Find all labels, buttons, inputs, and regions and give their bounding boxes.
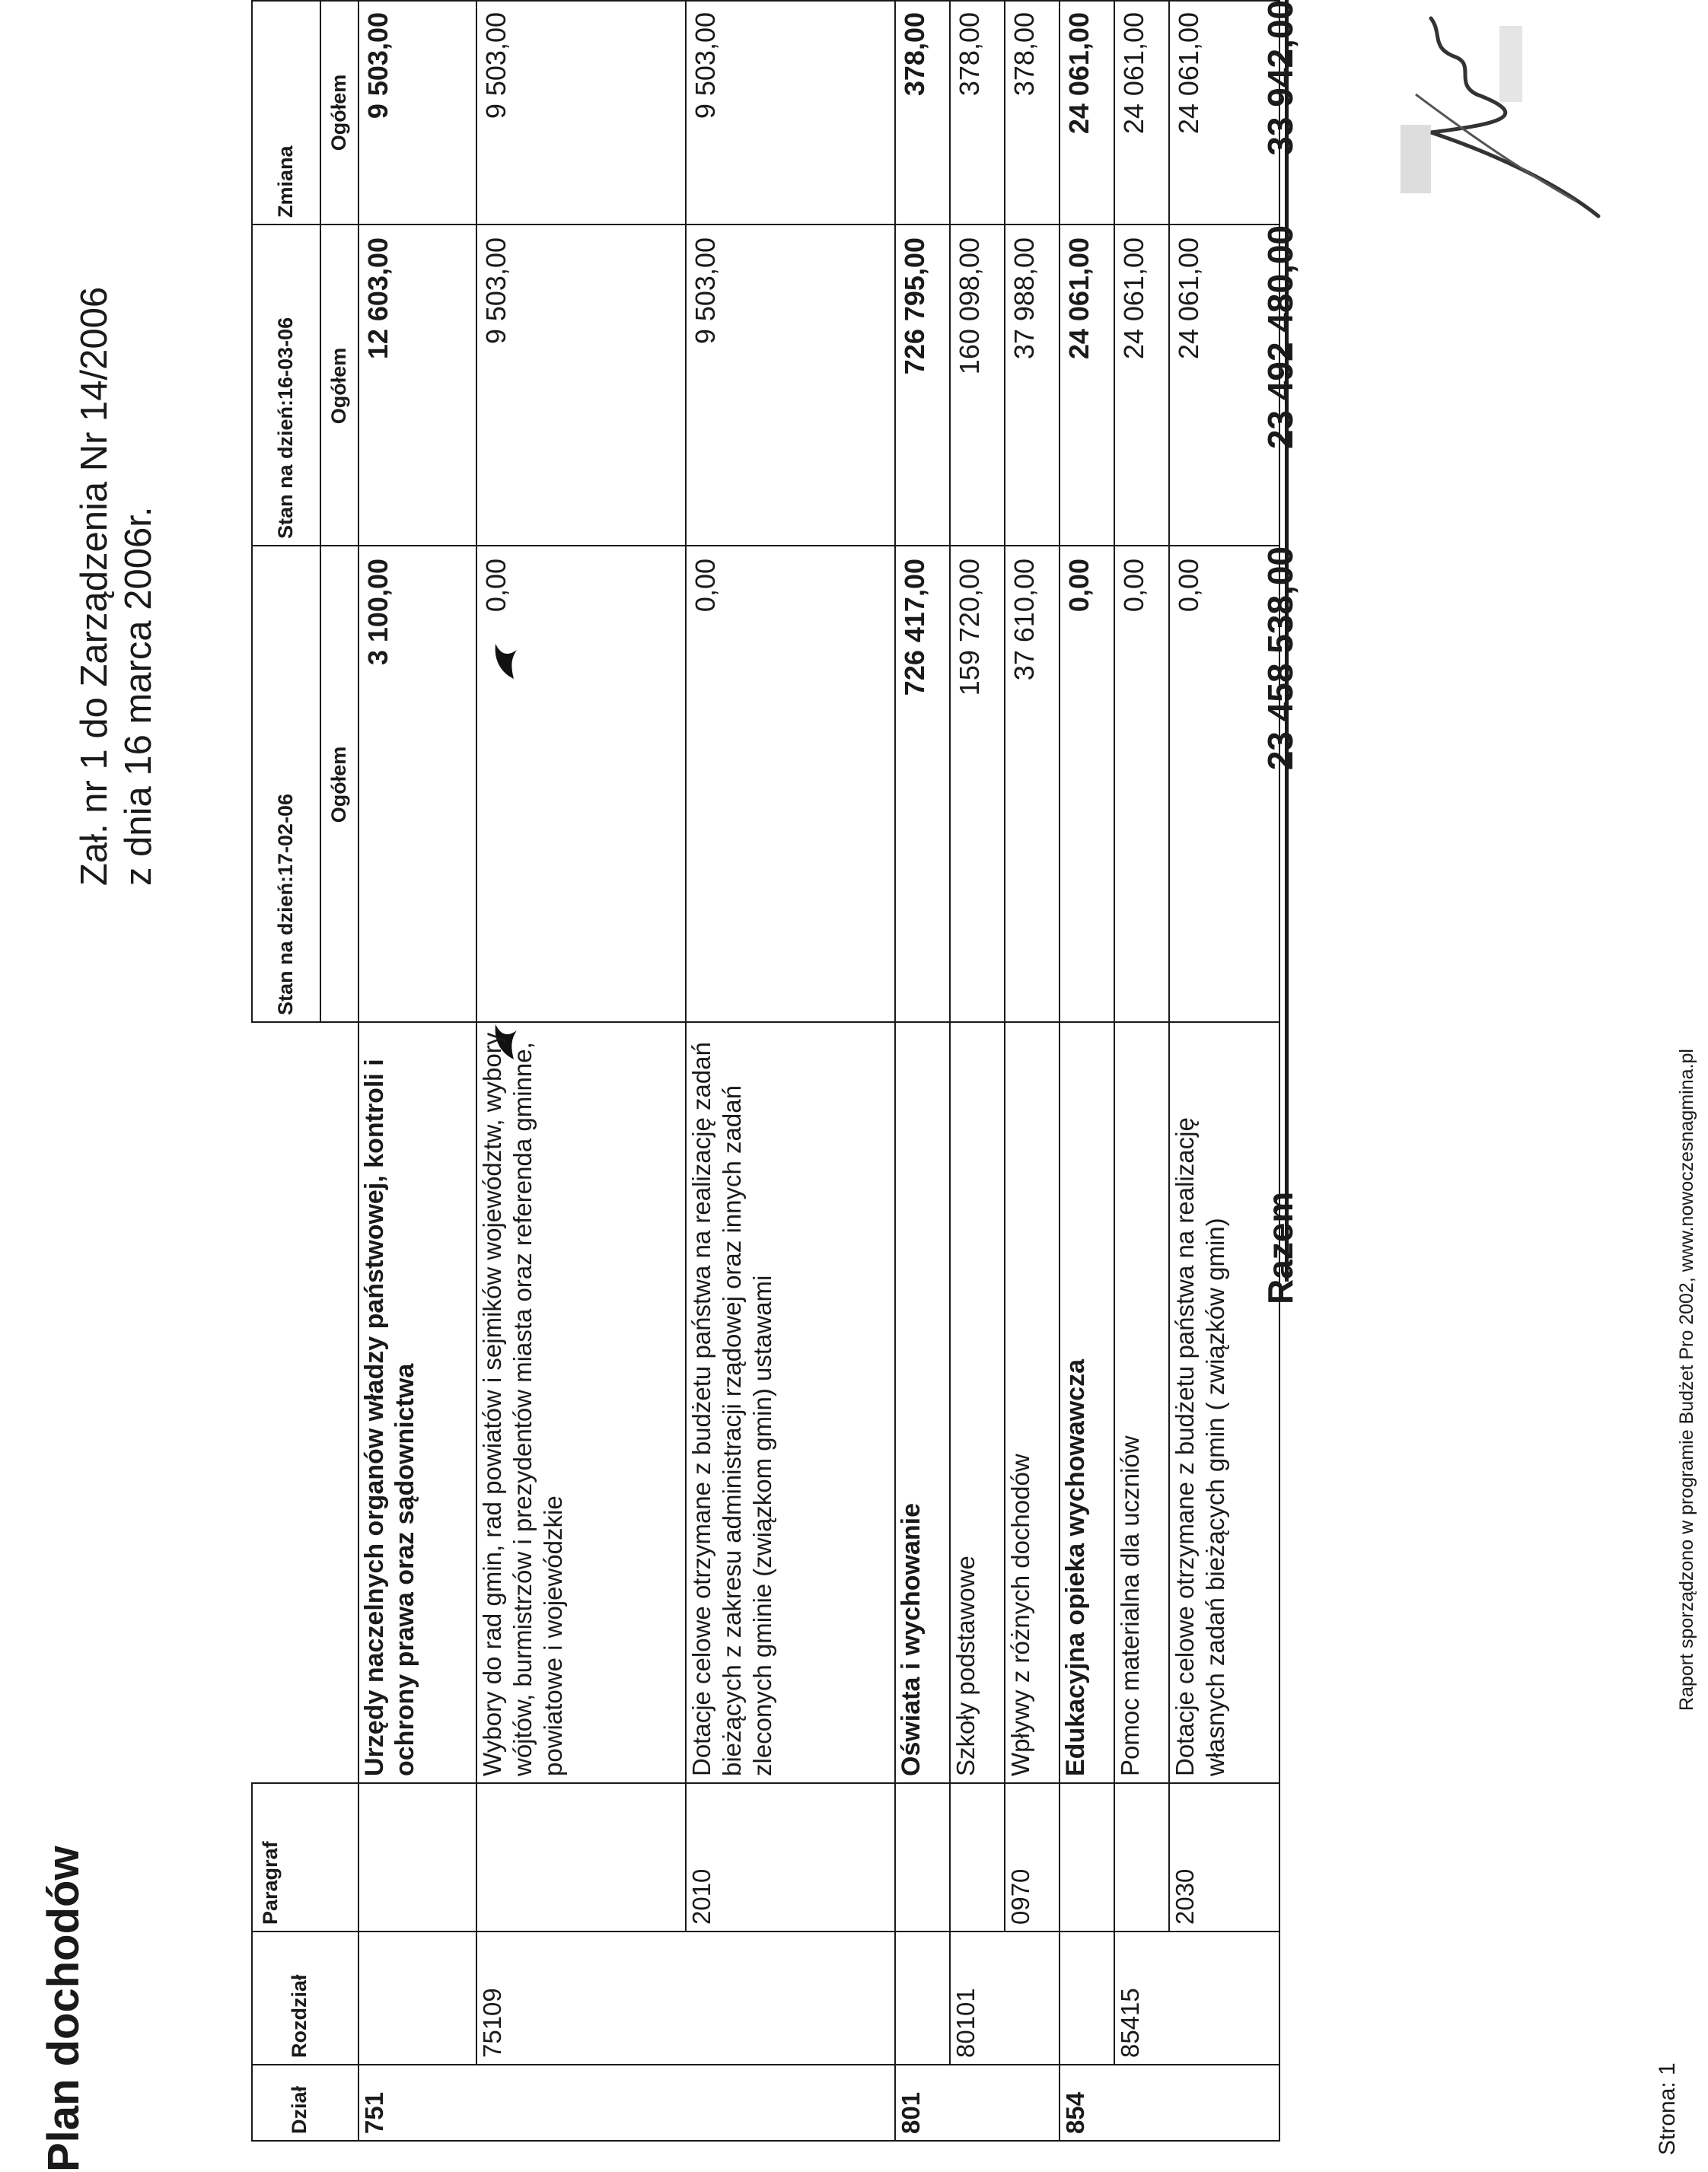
row-stan2: 24 061,00 [1118,237,1149,360]
row-paragraf [1059,1784,1114,1932]
report-footer: Raport sporządzono w programie Budżet Pro 2002, www.nowoczesnagmina.pl [1676,1049,1697,1711]
row-nazwa: Dotacje celowe otrzymane z budżetu państwa na realizację zadań bieżących z zakresu administracji rządowej oraz innych zadań zleconych gminie (związkom gmin) ustawami [687,1042,776,1776]
row-stan2: 24 061,00 [1063,237,1095,360]
row-nazwa: Oświata i wychowanie [897,1502,926,1776]
header-group-zmiana: Zmiana [274,145,297,218]
row-zmiana: 24 061,00 [1173,12,1204,135]
row-stan2: 160 098,00 [954,237,985,375]
row-zmiana: 24 061,00 [1118,12,1149,135]
row-stan1: 3 100,00 [362,559,394,666]
header-dzial: Dział [288,2085,311,2134]
header-ogolem-stan1: Ogółem [327,746,350,823]
page-number: Strona: 1 [1655,2062,1680,2155]
row-stan2: 37 988,00 [1009,237,1040,360]
table-rule [251,0,1279,2]
table-rule [251,1021,1279,1023]
row-stan1: 0,00 [690,559,721,613]
row-paragraf: 2030 [1171,1868,1199,1925]
row-rozdzial [1059,1932,1114,2065]
table-rule [251,1784,253,2142]
row-paragraf [949,1784,1004,1932]
row-dzial: 801 [897,2091,925,2134]
row-paragraf [358,1784,476,1932]
row-dzial [1004,2065,1059,2142]
row-rozdzial [358,1932,476,2065]
row-stan2: 9 503,00 [480,237,511,345]
row-zmiana: 24 061,00 [1063,12,1095,135]
row-zmiana: 378,00 [1009,12,1040,97]
header-paragraf: Paragraf [259,1841,282,1925]
header-group-stan2: Stan na dzień:16-03-06 [274,317,297,539]
row-stan1: 0,00 [1063,559,1095,613]
row-paragraf [1114,1784,1168,1932]
row-dzial [476,2065,685,2142]
header-group-stan1: Stan na dzień:17-02-06 [274,793,297,1015]
row-rozdzial [894,1932,949,2065]
table-rule [251,1931,1279,1932]
row-stan1: 0,00 [480,559,511,613]
signature-stamp [1385,3,1629,247]
row-stan1: 0,00 [1173,559,1204,613]
table-rule [320,0,321,1023]
row-stan2: 726 795,00 [899,237,930,375]
table-rule [251,0,253,1023]
row-rozdzial: 75109 [478,1988,506,2058]
row-nazwa: Wybory do rad gmin, rad powiatów i sejmików województw, wybory wójtów, burmistrzów i prezydentów miasta oraz referenda gminne, powiatowe i wojewódzkie [478,1032,567,1776]
row-zmiana: 9 503,00 [690,12,721,119]
attachment-reference [72,287,161,886]
row-paragraf: 0970 [1006,1868,1034,1925]
row-dzial: 854 [1061,2091,1089,2134]
row-rozdzial: 80101 [951,1988,980,2058]
row-stan1: 37 610,00 [1009,559,1040,681]
row-paragraf: 2010 [687,1868,715,1925]
row-stan1: 726 417,00 [899,559,930,696]
row-zmiana: 9 503,00 [362,12,394,119]
row-paragraf [894,1784,949,1932]
row-dzial [685,2065,894,2142]
header-rozdzial: Rozdział [288,1974,311,2058]
header-ogolem-stan2: Ogółem [327,347,350,425]
row-dzial [949,2065,1004,2142]
row-rozdzial: 85415 [1116,1988,1144,2058]
row-rozdzial [685,1932,894,2065]
row-dzial [1114,2065,1168,2142]
attachment-line-2: z dnia 16 marca 2006r. [118,506,159,886]
row-nazwa: Szkoły podstawowe [951,1556,980,1776]
row-stan1: 159 720,00 [954,559,985,696]
row-stan2: 9 503,00 [690,237,721,345]
row-nazwa: Pomoc materialna dla uczniów [1116,1435,1144,1776]
row-nazwa: Urzędy naczelnych organów władzy państwowej, kontroli i ochrony prawa oraz sądownictwa [360,1059,419,1776]
table-rule [251,545,1279,546]
table-rule [251,2064,1279,2065]
attachment-line-1: Zał. nr 1 do Zarządzenia Nr 14/2006 [74,286,115,886]
table-rule [251,224,1279,225]
row-stan2: 24 061,00 [1173,237,1204,360]
row-nazwa: Wpływy z różnych dochodów [1006,1454,1034,1776]
row-paragraf [476,1784,685,1932]
row-nazwa: Dotacje celowe otrzymane z budżetu państwa na realizację własnych zadań bieżących gmin ( związków gmin) [1171,1117,1229,1776]
header-ogolem-zmiana: Ogółem [327,74,350,151]
totals-label: Razem [1260,1191,1300,1304]
total-stan1: 23 458 538,00 [1260,546,1300,771]
table-rule [251,1782,1279,1784]
row-rozdzial [1004,1932,1059,2065]
page-title: Plan dochodów [39,1846,88,2172]
row-nazwa: Edukacyjna opieka wychowawcza [1061,1358,1090,1776]
row-dzial: 751 [360,2091,388,2134]
row-dzial [1168,2065,1279,2142]
row-stan1: 0,00 [1118,559,1149,613]
total-stan2: 23 492 480,00 [1260,225,1300,450]
row-rozdzial [1168,1932,1279,2065]
row-zmiana: 378,00 [954,12,985,97]
row-zmiana: 378,00 [899,12,930,97]
row-zmiana: 9 503,00 [480,12,511,119]
row-stan2: 12 603,00 [362,237,394,360]
total-zmiana: 33 942,00 [1260,0,1300,156]
